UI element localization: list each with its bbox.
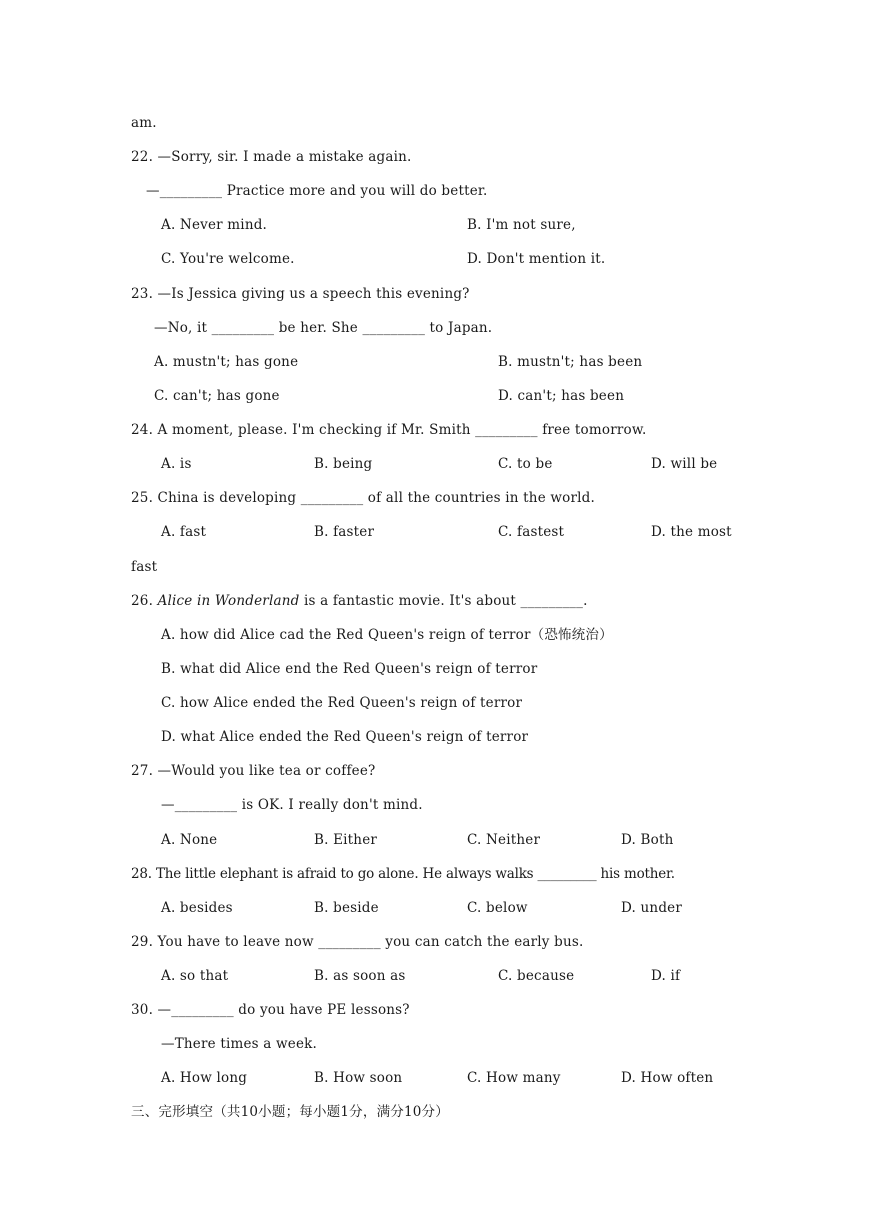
question-25-option-d-wrap: fast [131,559,158,575]
question-22-stem: 22. —Sorry, sir. I made a mistake again. [131,149,412,165]
question-26-stem-rest: is a fantastic movie. It's about _________. [299,593,588,609]
question-23-reply: —No, it _________ be her. She _________ to Japan. [154,320,493,336]
question-26-option-a[interactable]: A. how did Alice cad the Red Queen's reign of terror（恐怖统治） [161,627,613,643]
question-25-option-c[interactable]: C. fastest [498,524,565,540]
question-26-option-b[interactable]: B. what did Alice end the Red Queen's reign of terror [161,661,538,677]
question-27-option-c[interactable]: C. Neither [467,832,541,848]
question-29-stem: 29. You have to leave now _________ you can catch the early bus. [131,934,584,950]
question-24-option-a[interactable]: A. is [161,456,192,472]
question-22-option-b[interactable]: B. I'm not sure, [467,217,576,233]
question-25-option-b[interactable]: B. faster [314,524,375,540]
question-29-option-d[interactable]: D. if [651,968,681,984]
movie-title: Alice in Wonderland [157,593,300,609]
question-30-reply: —There times a week. [161,1036,318,1052]
question-26-stem [131,592,588,610]
question-24-option-b[interactable]: B. being [314,456,373,472]
question-30-option-b[interactable]: B. How soon [314,1070,403,1086]
question-28-option-b[interactable]: B. beside [314,900,379,916]
question-27-option-b[interactable]: B. Either [314,832,378,848]
question-29-option-c[interactable]: C. because [498,968,575,984]
question-23-option-c[interactable]: C. can't; has gone [154,388,280,404]
question-30-stem: 30. —_________ do you have PE lessons? [131,1002,410,1018]
question-26-number: 26. [131,593,158,609]
question-28-option-a[interactable]: A. besides [161,900,233,916]
question-30-option-d[interactable]: D. How often [621,1070,714,1086]
question-26-option-c[interactable]: C. how Alice ended the Red Queen's reign of terror [161,695,523,711]
question-27-option-a[interactable]: A. None [161,832,218,848]
question-29-option-b[interactable]: B. as soon as [314,968,406,984]
question-28-option-c[interactable]: C. below [467,900,528,916]
question-24-option-c[interactable]: C. to be [498,456,553,472]
question-23-option-b[interactable]: B. mustn't; has been [498,354,643,370]
question-23-stem: 23. —Is Jessica giving us a speech this evening? [131,286,470,302]
section-heading: 三、完形填空（共10小题；每小题1分，满分10分） [131,1104,449,1120]
question-28-stem: 28. The little elephant is afraid to go alone. He always walks _________ his mother. [131,866,675,882]
question-22-option-a[interactable]: A. Never mind. [161,217,268,233]
question-23-option-a[interactable]: A. mustn't; has gone [154,354,299,370]
question-22-reply: —_________ Practice more and you will do better. [146,183,488,199]
question-27-stem: 27. —Would you like tea or coffee? [131,763,376,779]
question-28-option-d[interactable]: D. under [621,900,682,916]
question-26-option-d[interactable]: D. what Alice ended the Red Queen's reign of terror [161,729,529,745]
question-22-option-c[interactable]: C. You're welcome. [161,251,295,267]
question-24-option-d[interactable]: D. will be [651,456,718,472]
question-27-reply: —_________ is OK. I really don't mind. [161,797,423,813]
question-25-option-d[interactable]: D. the most [651,524,732,540]
question-25-option-a[interactable]: A. fast [161,524,207,540]
question-23-option-d[interactable]: D. can't; has been [498,388,625,404]
question-29-option-a[interactable]: A. so that [161,968,229,984]
question-30-option-a[interactable]: A. How long [161,1070,248,1086]
question-30-option-c[interactable]: C. How many [467,1070,561,1086]
question-24-stem: 24. A moment, please. I'm checking if Mr. Smith _________ free tomorrow. [131,422,647,438]
continued-text: am. [131,115,157,131]
question-22-option-d[interactable]: D. Don't mention it. [467,251,606,267]
question-25-stem: 25. China is developing _________ of all the countries in the world. [131,490,595,506]
question-27-option-d[interactable]: D. Both [621,832,674,848]
